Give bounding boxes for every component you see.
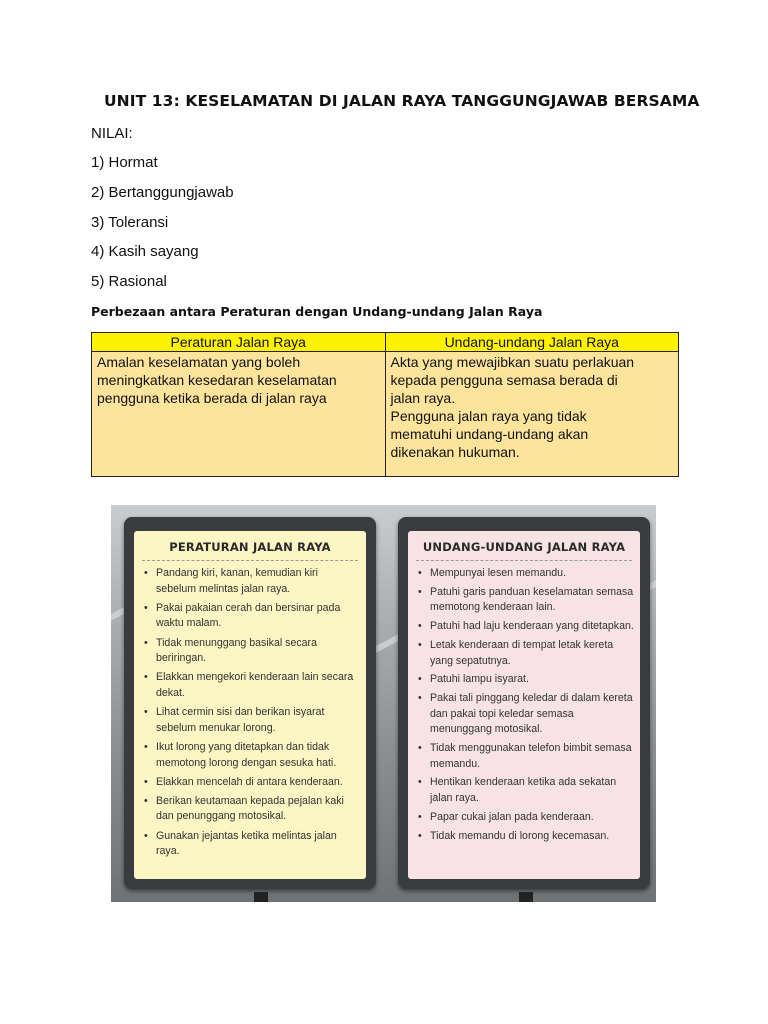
table-header-undang: Undang-undang Jalan Raya — [385, 333, 679, 352]
table-cell-peraturan — [92, 352, 386, 477]
cell-line: jalan raya. — [390, 390, 456, 406]
list-item: • Papar cukai jalan pada kenderaan. — [418, 810, 634, 826]
board-divider — [142, 560, 358, 562]
table-cell-undang — [385, 352, 679, 477]
cell-line: kepada pengguna semasa berada di — [390, 372, 618, 388]
nilai-item: 5) Rasional — [91, 273, 167, 290]
cell-line: Amalan keselamatan yang boleh — [97, 354, 301, 370]
peraturan-board — [124, 517, 376, 889]
cell-line: Akta yang mewajibkan suatu perlakuan — [390, 354, 635, 370]
nilai-item: 1) Hormat — [91, 154, 158, 171]
list-item: • Patuhi had laju kenderaan yang ditetapkan. — [418, 619, 634, 635]
undang-undang-board-face — [408, 531, 640, 879]
table-header-peraturan: Peraturan Jalan Raya — [92, 333, 386, 352]
list-item: • Lihat cermin sisi dan berikan isyarat sebelum menukar lorong. — [144, 705, 360, 736]
list-item: • Hentikan kenderaan ketika ada sekatan jalan raya. — [418, 775, 634, 806]
list-item: • Pandang kiri, kanan, kemudian kiri sebelum melintas jalan raya. — [144, 566, 360, 597]
list-item: • Pakai pakaian cerah dan bersinar pada waktu malam. — [144, 601, 360, 632]
list-item: • Tidak menggunakan telefon bimbit semasa memandu. — [418, 741, 634, 772]
undang-undang-board — [398, 517, 650, 889]
list-item: • Ikut lorong yang ditetapkan dan tidak memotong lorong dengan sesuka hati. — [144, 740, 360, 771]
list-item: • Patuhi lampu isyarat. — [418, 672, 634, 688]
cell-line: mematuhi undang-undang akan — [390, 426, 589, 442]
comparison-subheading: Perbezaan antara Peraturan dengan Undang-undang Jalan Raya — [91, 304, 543, 319]
undang-undang-board-title: UNDANG-UNDANG JALAN RAYA — [422, 540, 626, 554]
page-title: UNIT 13: KESELAMATAN DI JALAN RAYA TANGGUNGJAWAB BERSAMA — [104, 92, 700, 110]
road-signboards-image — [111, 505, 656, 902]
list-item: • Tidak menunggang basikal secara beriringan. — [144, 636, 360, 667]
list-item: • Tidak memandu di lorong kecemasan. — [418, 829, 634, 845]
list-item: • Letak kenderaan di tempat letak kereta yang sepatutnya. — [418, 638, 634, 669]
nilai-item: 4) Kasih sayang — [91, 243, 199, 260]
cell-line: Pengguna jalan raya yang tidak — [390, 408, 587, 424]
board-post — [254, 892, 268, 902]
list-item: • Elakkan mengekori kenderaan lain secara dekat. — [144, 670, 360, 701]
cell-line: pengguna ketika berada di jalan raya — [97, 390, 327, 406]
list-item: • Berikan keutamaan kepada pejalan kaki dan penunggang motosikal. — [144, 794, 360, 825]
list-item: • Patuhi garis panduan keselamatan semasa memotong kenderaan lain. — [418, 585, 634, 616]
board-post — [519, 892, 533, 902]
nilai-item: 3) Toleransi — [91, 214, 169, 231]
nilai-item: 2) Bertanggungjawab — [91, 184, 234, 201]
peraturan-board-title: PERATURAN JALAN RAYA — [169, 540, 331, 554]
peraturan-list — [134, 566, 366, 860]
cell-line: meningkatkan kesedaran keselamatan — [97, 372, 337, 388]
peraturan-board-face — [134, 531, 366, 879]
nilai-label: NILAI: — [91, 125, 133, 142]
comparison-table — [91, 332, 679, 477]
list-item: • Pakai tali pinggang keledar di dalam kereta dan pakai topi keledar semasa menunggang motosikal. — [418, 691, 634, 738]
board-divider — [416, 560, 632, 562]
undang-undang-list — [408, 566, 640, 844]
list-item: • Mempunyai lesen memandu. — [418, 566, 634, 582]
cell-line: dikenakan hukuman. — [390, 444, 520, 460]
list-item: • Gunakan jejantas ketika melintas jalan raya. — [144, 829, 360, 860]
list-item: • Elakkan mencelah di antara kenderaan. — [144, 775, 360, 791]
